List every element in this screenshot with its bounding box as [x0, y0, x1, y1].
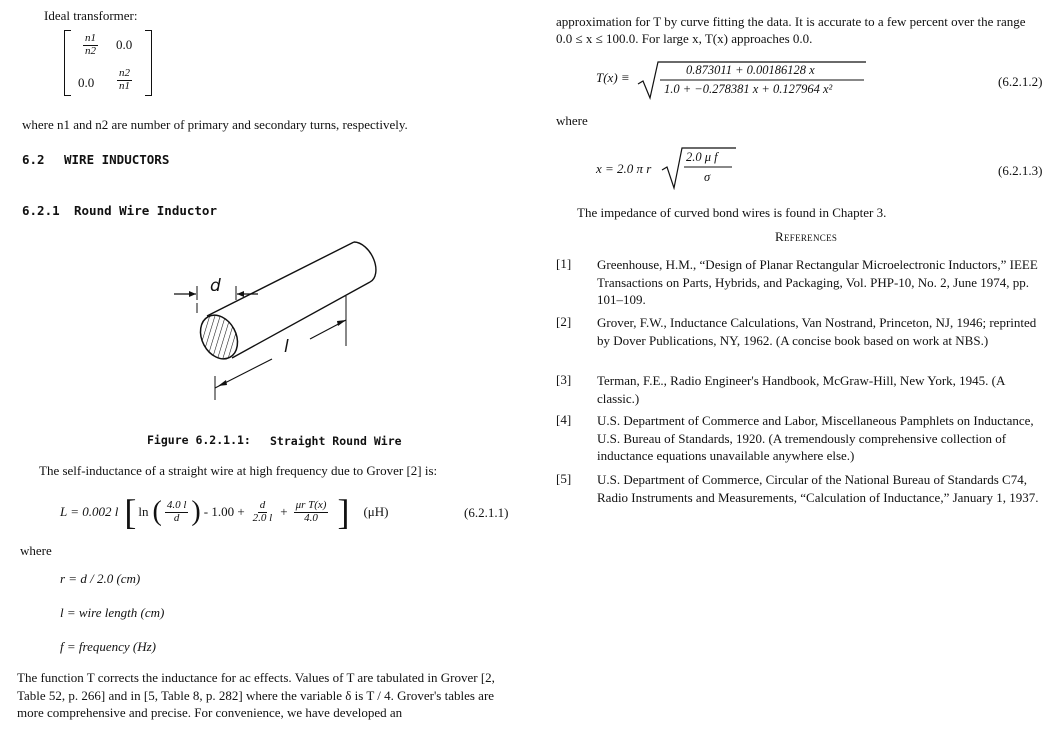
eq-lhs: L = 0.002 l — [60, 504, 119, 519]
ideal-transformer-label: Ideal transformer: — [44, 8, 138, 23]
eq3-denominator: σ — [704, 170, 711, 184]
section-title: WIRE INDUCTORS — [64, 152, 170, 167]
diameter-label: d — [210, 276, 221, 296]
where-label-left: where — [20, 543, 52, 558]
matrix-cell-n1-n2: $\frac{n1}{n2}$ — [85, 32, 96, 57]
reference-text: U.S. Department of Commerce, Circular of the National Bureau of Standards C74, Radio Instruments and Measurements, “Calculation of Inductance,” January 1, 1937. — [597, 472, 1039, 505]
reference-number: [3] — [556, 372, 572, 387]
subsection-title: Round Wire Inductor — [74, 203, 217, 218]
wire-figure — [160, 240, 390, 410]
references-heading: References — [775, 229, 838, 244]
length-label: l — [284, 337, 289, 357]
reference-number: [2] — [556, 314, 572, 329]
eq-frac-mu-T: $\frac{\text{μr T(x)}}{4.0}$ — [295, 498, 327, 524]
reference-text: Grover, F.W., Inductance Calculations, Van Nostrand, Princeton, NJ, 1946; reprinted by Dover Publications, NY, 1962. (A concise book based on work at NBS.) — [597, 315, 1037, 348]
matrix-cell-zero-top: 0.0 — [116, 37, 133, 52]
approximation-line-1: approximation for T by curve fitting the data. It is accurate to a few percent over the range — [556, 14, 1026, 29]
eq-ln: ln — [138, 504, 149, 519]
wire-cross-section — [193, 309, 245, 366]
definition-f: f = frequency (Hz) — [60, 639, 157, 654]
where-label-right: where — [556, 113, 588, 128]
matrix-cell-zero-bottom: 0.0 — [78, 75, 95, 90]
impedance-note: The impedance of curved bond wires is found in Chapter 3. — [577, 205, 887, 220]
eq-number-6-2-1-3: (6.2.1.3) — [998, 163, 1043, 178]
reference-number: [1] — [556, 256, 572, 271]
subsection-number: 6.2.1 — [22, 203, 60, 218]
eq2-lhs: T(x) ≡ — [596, 70, 630, 85]
reference-text: Terman, F.E., Radio Engineer's Handbook, McGraw-Hill, New York, 1945. (A classic.) — [597, 373, 1005, 406]
approximation-line-2: 0.0 ≤ x ≤ 100.0. For large x, T(x) approaches 0.0. — [556, 31, 813, 46]
eq3-lhs: x = 2.0 π r — [596, 161, 652, 176]
eq-number-6-2-1-2: (6.2.1.2) — [998, 74, 1043, 89]
reference-text: U.S. Department of Commerce and Labor, Miscellaneous Pamphlets on Inductance, U.S. Bureau of Standards, 1920. (A tremendously comprehensive collection of inductance equations unavailable anywhere else.) — [597, 413, 1034, 463]
eq-plus: + — [280, 504, 288, 519]
eq3-numerator: 2.0 μ f — [686, 150, 718, 164]
transformer-matrix — [64, 30, 152, 96]
eq-frac-4l-d: $\frac{4.0 l}{d}$ — [166, 498, 187, 524]
equation-6-2-1-1: L = 0.002 l [ ln ( $\frac{4.0 l}{d}$ ) - 1.00 + $\frac{d}{2.0 l}$ + $\frac{\text{μr T(x)}}{4.0}$ ] (μH) — [60, 492, 389, 532]
eq-unit: (μH) — [363, 504, 389, 519]
definition-l: l = wire length (cm) — [60, 605, 165, 620]
matrix-cell-n2-n1: $\frac{n2}{n1}$ — [119, 67, 130, 92]
eq2-numerator: 0.873011 + 0.00186128 x — [686, 63, 815, 77]
reference-number: [4] — [556, 412, 572, 427]
definition-r: r = d / 2.0 (cm) — [60, 571, 141, 586]
self-inductance-text: The self-inductance of a straight wire at high frequency due to Grover [2] is: — [39, 463, 438, 478]
figure-caption-number: Figure 6.2.1.1: — [147, 433, 251, 447]
section-number: 6.2 — [22, 152, 45, 167]
eq-frac-d-2l: $\frac{d}{2.0 l}$ — [252, 498, 273, 524]
function-t-paragraph: The function T corrects the inductance for ac effects. Values of T are tabulated in Grover [2, Table 52, p. 266] and in [5, Table 8, p. 282] where the variable δ is T / 4. Grover's tables are more comprehensive and precise. For convenience, we have developed an — [17, 670, 495, 720]
reference-number: [5] — [556, 471, 572, 486]
turns-description: where n1 and n2 are number of primary and secondary turns, respectively. — [22, 117, 408, 132]
eq-minus-term: - 1.00 + — [203, 504, 245, 519]
eq-number-6-2-1-1: (6.2.1.1) — [464, 505, 509, 520]
eq2-denominator: 1.0 + −0.278381 x + 0.127964 x² — [664, 82, 833, 96]
reference-text: Greenhouse, H.M., “Design of Planar Rectangular Microelectronic Inductors,” IEEE Transactions on Parts, Hybrids, and Packaging, Vol. PHP-10, No. 2, June 1974, pp. 101–109. — [597, 257, 1038, 307]
figure-caption-title: Straight Round Wire — [270, 434, 402, 448]
